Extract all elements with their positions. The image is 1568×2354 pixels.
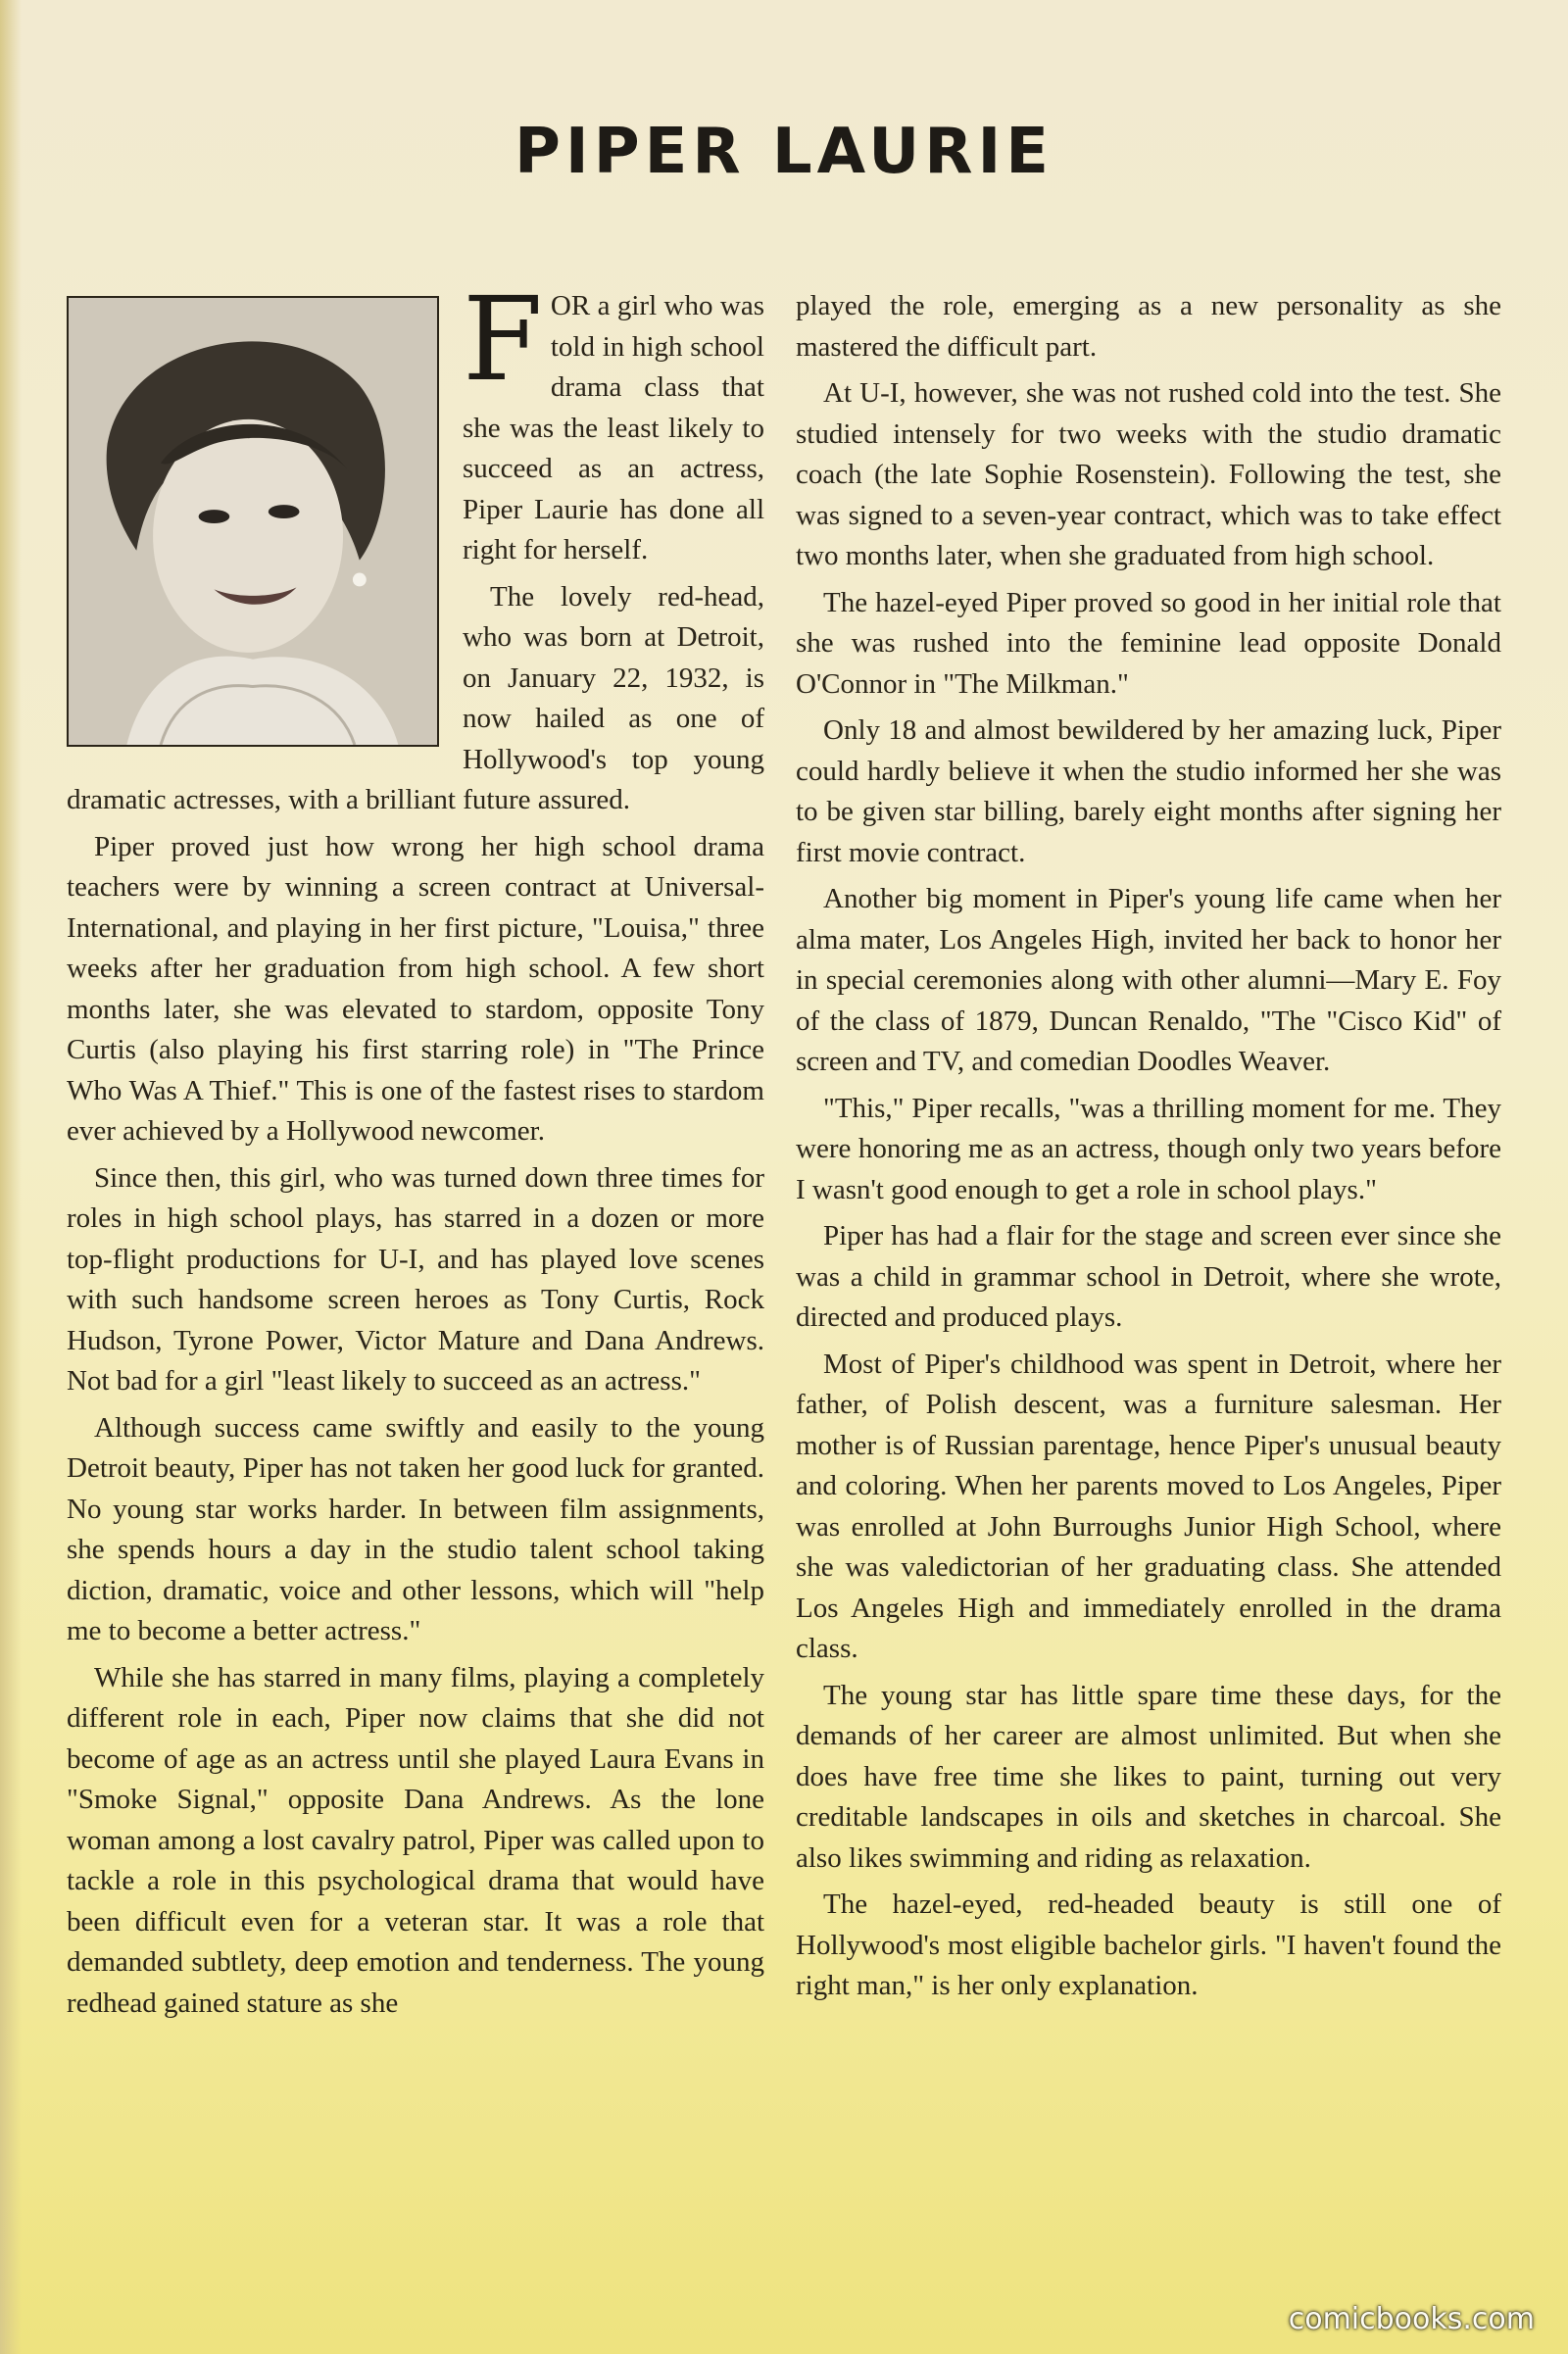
paragraph: Most of Piper's childhood was spent in Detroit, where her father, of Polish descent, was a furniture salesman. Her mother is of Russian parentage, hence Piper's unusual beauty and coloring. When her parents moved to Los Angeles, Piper was enrolled at John Burroughs Junior High School, where she was valedictorian of her graduating class. She attended Los Angeles High and immediately enrolled in the drama class. — [796, 1348, 1501, 1664]
paragraph: Another big moment in Piper's young life came when her alma mater, Los Angeles High, invited her back to honor her in special ceremonies along with other alumni—Mary E. Foy of the class of 1879, Duncan Renaldo, "The "Cisco Kid" of screen and TV, and comedian Doodles Weaver. — [796, 883, 1501, 1077]
watermark: comicbooks.com — [1288, 2302, 1535, 2336]
paragraph: The lovely red-head, who was born at Detroit, on January 22, 1932, is now hailed as one of Hollywood's top young dramatic actresses, with a brilliant future assured. — [67, 580, 764, 815]
left-column — [67, 271, 764, 2030]
paragraph: Piper has had a flair for the stage and screen ever since she was a child in grammar school in Detroit, where she wrote, directed and produced plays. — [796, 1220, 1501, 1333]
paragraph: "This," Piper recalls, "was a thrilling moment for me. They were honoring me as an actress, though only two years before I wasn't good enough to get a role in school plays." — [796, 1092, 1501, 1205]
portrait-illustration — [69, 298, 437, 745]
intro-paragraph: OR a girl who was told in high school drama class that she was the least likely to succeed as an actress, Piper Laurie has done all right for herself. — [463, 290, 764, 565]
paragraph: Although success came swiftly and easily to the young Detroit beauty, Piper has not taken her good luck for granted. No young star works harder. In between film assignments, she spends hours a day in the studio talent school taking diction, dramatic, voice and other lessons, which will "help me to become a better actress." — [67, 1411, 764, 1646]
drop-cap: F — [463, 271, 543, 407]
paragraph: The hazel-eyed Piper proved so good in her initial role that she was rushed into the feminine lead opposite Donald O'Connor in "The Milkman." — [796, 586, 1501, 700]
paragraph: While she has starred in many films, playing a completely different role in each, Piper now claims that she did not become of age as an actress until she played Laura Evans in "Smoke Signal," opposite Dana Andrews. As the lone woman among a lost cavalry patrol, Piper was called upon to tackle a role in this psychological drama that would have been difficult even for a veteran star. It was a role that demanded subtlety, deep emotion and tenderness. The young redhead gained stature as she — [67, 1661, 764, 2019]
paragraph: The hazel-eyed, red-headed beauty is still one of Hollywood's most eligible bachelor girls. "I haven't found the right man," is her only explanation. — [796, 1888, 1501, 2001]
paragraph: Since then, this girl, who was turned down three times for roles in high school plays, has starred in a dozen or more top-flight productions for U-I, and has played love scenes with such handsome screen heroes as Tony Curtis, Rock Hudson, Tyrone Power, Victor Mature and Dana Andrews. Not bad for a girl "least likely to succeed as an actress." — [67, 1161, 764, 1397]
portrait-photo — [67, 296, 439, 747]
right-column — [796, 286, 1501, 2013]
paragraph: Piper proved just how wrong her high school drama teachers were by winning a screen contract at Universal-International, and playing in her first picture, "Louisa," three weeks after her graduation from high school. A few short months later, she was elevated to stardom, opposite Tony Curtis (also playing his first starring role) in "The Prince Who Was A Thief." This is one of the fastest rises to stardom ever achieved by a Hollywood newcomer. — [67, 830, 764, 1147]
article-title: PIPER LAURIE — [514, 116, 1054, 188]
paragraph: Only 18 and almost bewildered by her amazing luck, Piper could hardly believe it when the studio informed her she was to be given star billing, barely eight months after signing her first movie contract. — [796, 714, 1501, 868]
paragraph: The young star has little spare time these days, for the demands of her career are almost unlimited. But when she does have free time she likes to paint, turning out very creditable landscapes in oils and sketches in charcoal. She also likes swimming and riding as relaxation. — [796, 1679, 1501, 1874]
paper-edge — [0, 0, 22, 2354]
paragraph: played the role, emerging as a new personality as she mastered the difficult part. — [796, 290, 1501, 363]
paragraph: At U-I, however, she was not rushed cold into the test. She studied intensely for two weeks with the studio dramatic coach (the late Sophie Rosenstein). Following the test, she was signed to a seven-year contract, which was to take effect two months later, when she graduated from high school. — [796, 377, 1501, 571]
